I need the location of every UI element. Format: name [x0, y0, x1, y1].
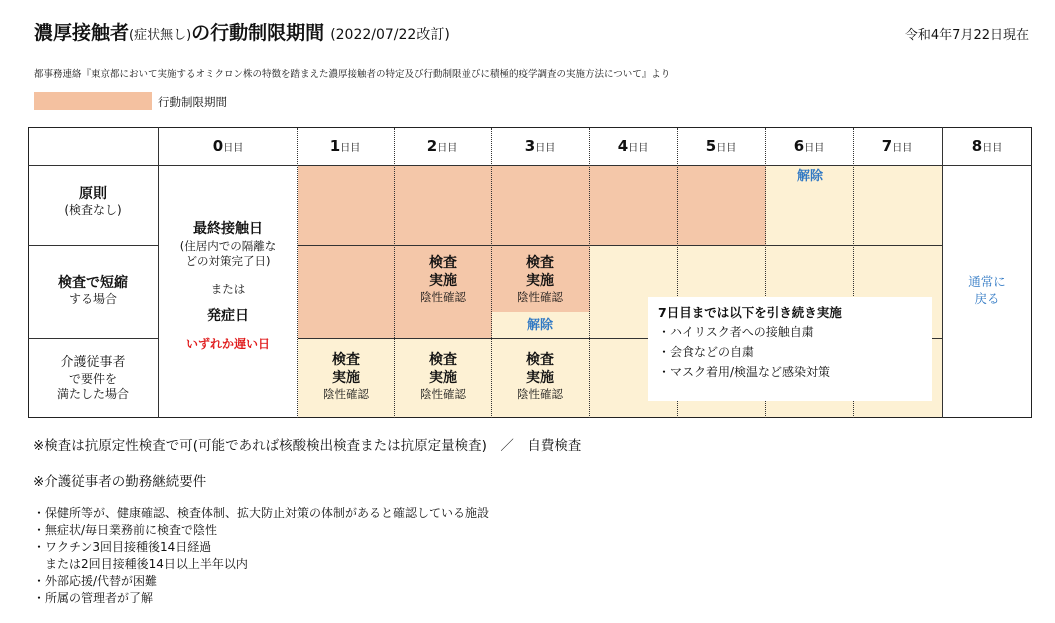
requirement-item: ・所属の管理者が了解: [33, 591, 154, 605]
revision-label: (2022/07/22改訂): [330, 27, 450, 43]
day-header-3: 3日目: [524, 137, 556, 155]
day-header-5: 5日目: [705, 137, 737, 155]
test-care-day1: 検査 実施 陰性確認: [323, 352, 369, 401]
continue-measures-note: [648, 297, 932, 401]
requirement-item: ・無症状/毎日業務前に検査で陰性: [33, 523, 218, 537]
test-shorten-day2: 検査 実施 陰性確認: [420, 255, 466, 304]
day-header-1: 1日目: [329, 137, 361, 155]
release-shorten: 解除: [526, 318, 553, 333]
requirement-item: ・保健所等が、健康確認、検査体制、拡大防止対策の体制があると確認している施設: [33, 506, 490, 520]
normal-return-label: 通常に 戻る: [968, 274, 1006, 306]
row-label-care: 介護従事者 で要件を 満たした場合: [56, 355, 129, 402]
row-label-shorten: 検査で短縮 する場合: [58, 275, 128, 307]
grid-line: [28, 338, 158, 339]
day-header-2: 2日目: [426, 137, 458, 155]
day-header-6: 6日目: [793, 137, 825, 155]
as-of-date: 令和4年7月22日現在: [904, 28, 1029, 43]
note-title: 7日目までは以下を引き続き実施: [658, 305, 842, 320]
grid-line: [158, 127, 159, 418]
grid-line: [28, 245, 158, 246]
requirement-item: または2回目接種後14日以上半年以内: [33, 557, 248, 571]
note-item: ・マスク着用/検温など感染対策: [658, 365, 831, 379]
requirements-list: [33, 505, 489, 607]
legend-swatch: [34, 92, 152, 110]
grid-line: [589, 128, 590, 418]
day-header-4: 4日目: [617, 137, 649, 155]
note-item: ・ハイリスク者への接触自粛: [658, 325, 814, 339]
release-principle: 解除: [796, 169, 823, 184]
day-header-0: 0日目: [212, 137, 244, 155]
test-care-day3: 検査 実施 陰性確認: [517, 352, 563, 401]
requirement-item: ・ワクチン3回目接種後14日経過: [33, 540, 212, 554]
grid-line: [942, 127, 943, 418]
test-shorten-day3: 検査 実施 陰性確認: [517, 255, 563, 304]
test-footnote: ※検査は抗原定性検査で可(可能であれば核酸検出検査または抗原定量検査) ／ 自費検査: [33, 438, 582, 454]
later-day-label: いずれか遅い日: [185, 337, 270, 352]
title-rest: の行動制限期間: [191, 22, 325, 44]
day0-description: 最終接触日 (住居内での隔離な どの対策完了日) または 発症日 いずれか遅い日: [160, 220, 296, 353]
legend-label: 行動制限期間: [158, 95, 227, 109]
grid-line: [28, 165, 1032, 166]
requirements-title: ※介護従事者の勤務継続要件: [33, 474, 207, 490]
day-header-8: 8日目: [971, 137, 1003, 155]
test-care-day2: 検査 実施 陰性確認: [420, 352, 466, 401]
last-contact-label: 最終接触日: [193, 221, 263, 237]
page-title: [34, 18, 450, 45]
title-main: 濃厚接触者: [34, 22, 130, 44]
note-item: ・会食などの自粛: [658, 345, 755, 359]
onset-label: 発症日: [207, 308, 249, 325]
title-paren: (症状無し): [129, 28, 192, 43]
source-note: 都事務連絡『東京都において実施するオミクロン株の特徴を踏まえた濃厚接触者の特定及び行動制限並びに積極的疫学調査の実施方法について』より: [34, 69, 671, 80]
day-header-7: 7日目: [881, 137, 913, 155]
row-label-principle: 原則 (検査なし): [64, 186, 122, 218]
requirement-item: ・外部応援/代替が困難: [33, 574, 158, 588]
